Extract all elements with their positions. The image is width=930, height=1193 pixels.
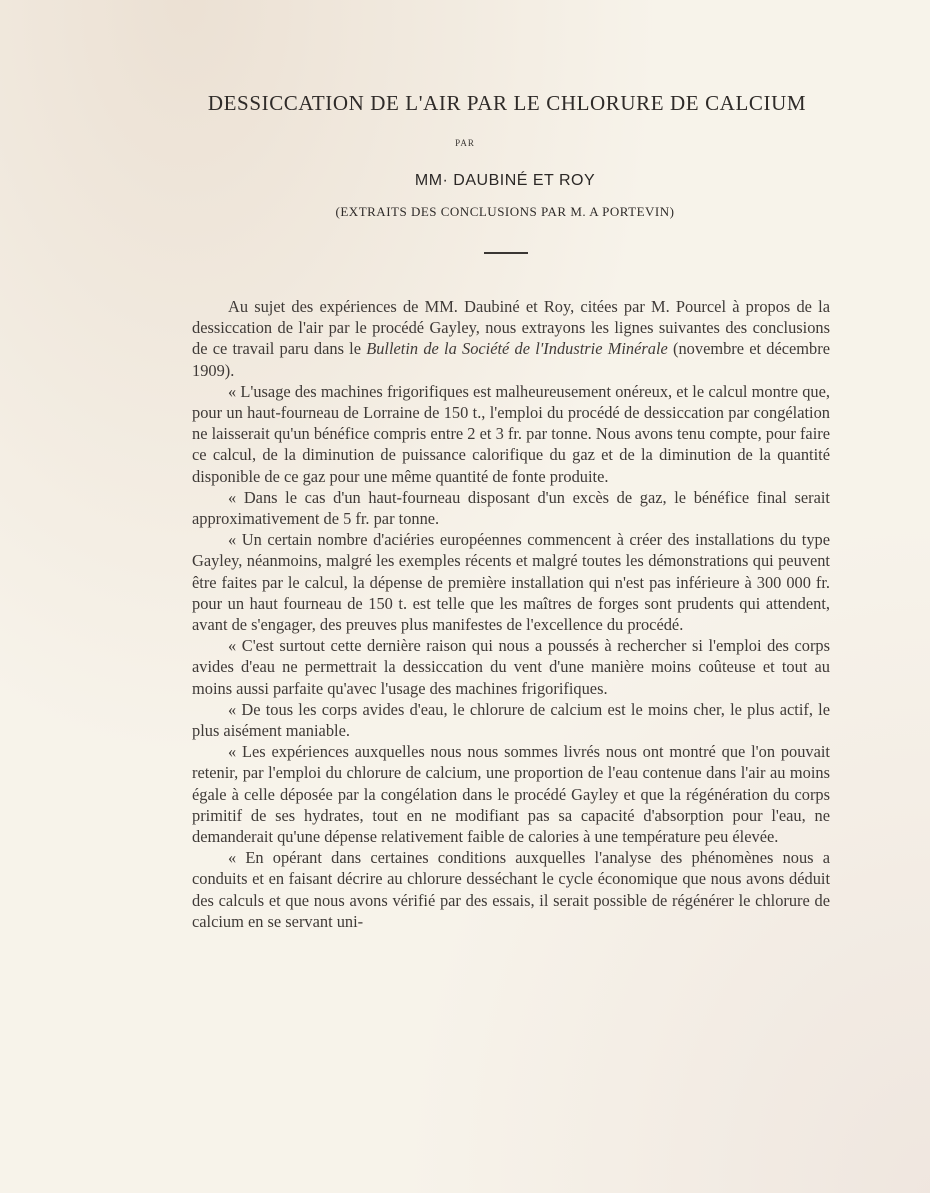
extract-note: (EXTRAITS DES CONCLUSIONS PAR M. A PORTEVIN) <box>335 204 675 219</box>
paragraph-8: « En opérant dans certaines conditions auxquelles l'analyse des phénomènes nous a conduits et en faisant décrire au chlorure desséchant le cycle économique que nous avons déduit des calculs et que nous avons vérifié par des essais, il serait possible de régénérer le chlorure de calcium en se servant uni- <box>192 848 830 931</box>
paragraph-4: « Un certain nombre d'aciéries européennes commencent à créer des installations du type Gayley, néanmoins, malgré les exemples récents et malgré toutes les démonstrations qui peuvent être faites par le calcul, la dépense de première installation qui n'est pas inférieure à 300 000 fr. pour un haut fourneau de 150 t. est telle que les maîtres de forges sont prudents qui attendent, avant de s'engager, des preuves plus manifestes de l'excellence du procédé. <box>192 530 830 635</box>
paragraph-6: « De tous les corps avides d'eau, le chlorure de calcium est le moins cher, le plus actif, le plus aisément maniable. <box>192 699 830 741</box>
journal-title: Bulletin de la Société de l'Industrie Minérale <box>366 339 668 359</box>
authors: MM· DAUBINÉ ET ROY <box>414 172 596 189</box>
paragraph-1-text-a: Au sujet des expériences de MM. Daubiné et Roy, citées par M. Pourcel à propos de la dessiccation de l'air par le procédé Gayley, nous extrayons les lignes suivantes des conclusions de ce travail paru dans le <box>192 297 830 359</box>
paragraph-3: « Dans le cas d'un haut-fourneau disposant d'un excès de gaz, le bénéfice final serait approximativement de 5 fr. par tonne. <box>192 487 830 529</box>
article-title: DESSICCATION DE L'AIR PAR LE CHLORURE DE CALCIUM <box>207 91 807 115</box>
byline-par: PAR <box>455 138 475 148</box>
paragraph-1 <box>192 296 830 381</box>
divider-rule <box>484 252 528 254</box>
paragraph-5: « C'est surtout cette dernière raison qui nous a poussés à rechercher si l'emploi des corps avides d'eau ne permettrait la dessiccation du vent d'une manière moins coûteuse et tout au moins aussi parfaite qu'avec l'usage des machines frigorifiques. <box>192 636 830 698</box>
article-body <box>192 296 830 932</box>
paragraph-7: « Les expériences auxquelles nous nous sommes livrés nous ont montré que l'on pouvait retenir, par l'emploi du chlorure de calcium, une proportion de l'eau contenue dans l'air au moins égale à celle déposée par la congélation dans le procédé Gayley et que la régénération du corps primitif de ses hydrates, tout en ne modifiant pas sa capacité d'absorption pour l'eau, ne demanderait qu'une dépense relativement faible de calories à une température peu élevée. <box>192 742 830 847</box>
paragraph-2: « L'usage des machines frigorifiques est malheureusement onéreux, et le calcul montre que, pour un haut-fourneau de Lorraine de 150 t., l'emploi du procédé de dessiccation par congélation ne laisserait qu'un bénéfice compris entre 2 et 3 fr. par tonne. Nous avons tenu compte, pour faire ce calcul, de la diminution de puissance calorifique du gaz et de la diminution de la quantité disponible de ce gaz pour une même quantité de fonte produite. <box>192 381 830 486</box>
paragraph-1-text-b: (novembre et décembre 1909). <box>192 339 830 380</box>
